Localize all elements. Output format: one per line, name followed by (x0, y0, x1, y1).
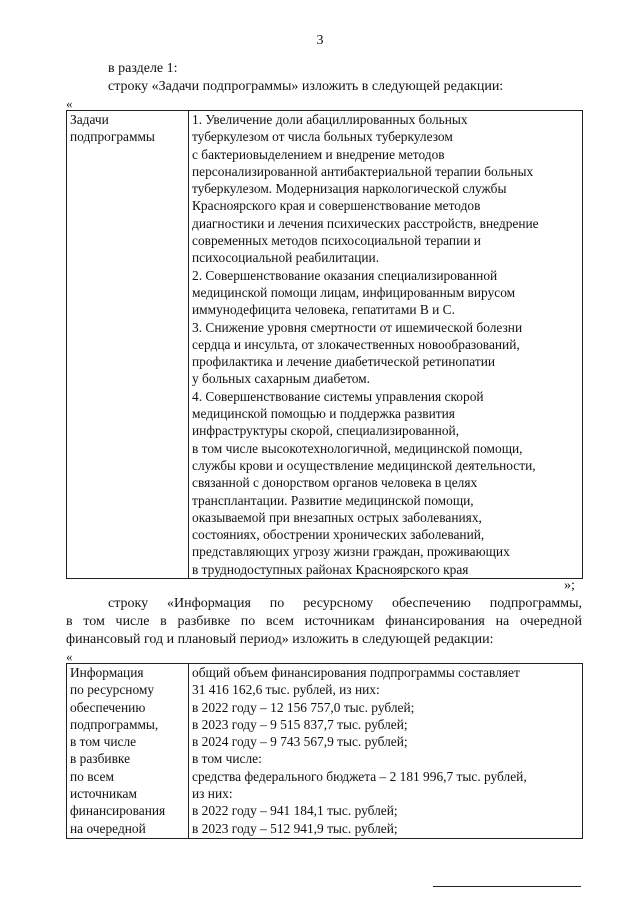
tasks-content-line: 3. Снижение уровня смертности от ишемической болезни (192, 319, 523, 335)
resource-content-line: в 2023 году – 9 515 837,7 тыс. рублей; (192, 716, 408, 732)
tasks-content-line: туберкулезом от числа больных туберкулезом (192, 129, 453, 145)
page-number: 3 (316, 33, 324, 48)
tasks-content-line: в труднодоступных районах Красноярского края (192, 561, 469, 577)
tasks-content-line: иммунодефицита человека, гепатитами В и С. (192, 302, 455, 318)
tasks-label-line: Задачи (70, 112, 109, 127)
resource-label-line: в том числе (70, 734, 137, 750)
resource-label-line: по всем (70, 768, 114, 784)
resource-info-line: строку «Информация по ресурсному обеспечению подпрограммы, (108, 596, 582, 611)
resource-label-line: обеспечению (70, 699, 146, 715)
resource-info-line: в том числе в разбивке по всем источникам финансирования на очередной (66, 614, 582, 629)
resource-label-cell (67, 664, 189, 839)
tasks-content-line: трансплантации. Развитие медицинской помощи, (192, 492, 474, 508)
closing-quote-1: »; (564, 578, 575, 593)
tasks-content-line: службы крови и осуществление медицинской деятельности, (192, 457, 536, 473)
resource-row (67, 664, 583, 839)
opening-quote-2: « (66, 649, 73, 664)
resource-content-line: в 2023 году – 512 941,9 тыс. рублей; (192, 820, 398, 836)
tasks-table (66, 110, 583, 579)
resource-label-line: финансирования (70, 803, 166, 819)
tasks-content-line: сердца и инсульта, от злокачественных новообразований, (192, 336, 520, 352)
resource-content-line: в 2022 году – 941 184,1 тыс. рублей; (192, 803, 398, 819)
tasks-content-line: состояниях, обострении хронических заболеваний, (192, 527, 485, 543)
tasks-content-line: 4. Совершенствование системы управления скорой (192, 388, 484, 404)
resource-label-line: по ресурсному (70, 682, 155, 698)
tasks-content-line: связанной с донорством органов человека в целях (192, 475, 478, 491)
tasks-content-line: представляющих угрозу жизни граждан, проживающих (192, 544, 510, 560)
resource-label-line: в разбивке (70, 751, 131, 767)
tasks-content-line: 1. Увеличение доли абациллированных больных (192, 112, 468, 127)
tasks-row (67, 111, 583, 579)
tasks-content-line: современных методов психосоциальной терапии и (192, 233, 481, 249)
resource-label-line: на очередной (70, 820, 146, 836)
resource-content-line: в том числе: (192, 751, 262, 767)
tasks-content-line: 2. Совершенствование оказания специализированной (192, 267, 498, 283)
intro-line-section: в разделе 1: (108, 61, 178, 76)
tasks-content-line: диагностики и лечения психических расстройств, внедрение (192, 215, 539, 231)
footer-rule (433, 886, 581, 887)
resource-content-line: в 2022 году – 12 156 757,0 тыс. рублей; (192, 699, 415, 715)
resource-info-instruction (66, 595, 582, 649)
tasks-content-line: медицинской помощью и поддержка развития (192, 406, 455, 422)
tasks-content-line: Красноярского края и совершенствование методов (192, 198, 481, 214)
resource-content-line: в 2024 году – 9 743 567,9 тыс. рублей; (192, 734, 408, 750)
resource-content-cell (189, 664, 583, 839)
resource-label-line: Информация (70, 665, 144, 680)
intro-line-instruction: строку «Задачи подпрограммы» изложить в следующей редакции: (108, 79, 504, 94)
opening-quote-1: « (66, 96, 73, 111)
tasks-content-line: персонализированной антибактериальной терапии больных (192, 163, 534, 179)
tasks-content-line: с бактериовыделением и внедрение методов (192, 146, 445, 162)
resource-label-line: источникам (70, 786, 137, 802)
resource-table (66, 663, 583, 839)
tasks-content-line: медицинской помощи лицам, инфицированным вирусом (192, 284, 516, 300)
tasks-label-cell (67, 111, 189, 579)
tasks-content-line: в том числе высокотехнологичной, медицинской помощи, (192, 440, 523, 456)
tasks-label-line: подпрограммы (70, 129, 155, 145)
resource-content-line: 31 416 162,6 тыс. рублей, из них: (192, 682, 380, 698)
tasks-content-line: инфраструктуры скорой, специализированной, (192, 423, 460, 439)
tasks-content-line: у больных сахарным диабетом. (192, 371, 371, 387)
resource-content-line: общий объем финансирования подпрограммы составляет (192, 665, 520, 680)
resource-content-line: из них: (192, 786, 233, 802)
resource-content-line: средства федерального бюджета – 2 181 996,7 тыс. рублей, (192, 768, 527, 784)
tasks-content-cell (189, 111, 583, 579)
tasks-content-line: туберкулезом. Модернизация наркологической службы (192, 181, 507, 197)
resource-label-line: подпрограммы, (70, 716, 159, 732)
tasks-content-line: оказываемой при внезапных острых заболеваниях, (192, 509, 482, 525)
resource-info-line: финансовый год и плановый период» изложить в следующей редакции: (66, 632, 494, 647)
tasks-content-line: психосоциальной реабилитации. (192, 250, 380, 266)
tasks-content-line: профилактика и лечение диабетической ретинопатии (192, 354, 496, 370)
